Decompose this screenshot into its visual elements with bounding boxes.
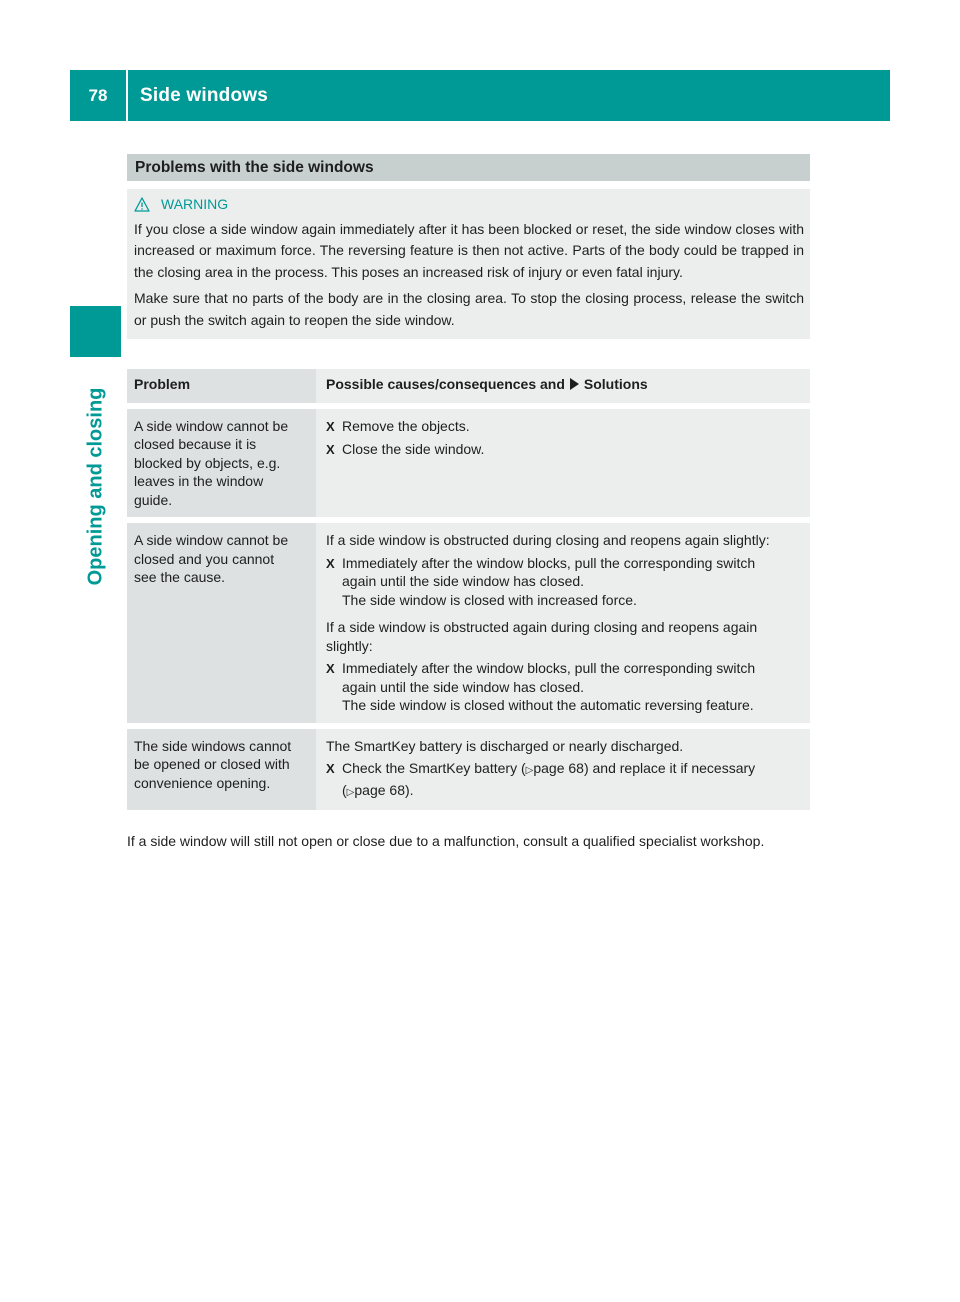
step-mark-icon: X — [326, 442, 335, 457]
step-text-part: ) and replace it if necessary — [583, 760, 756, 776]
problem-line: A side window cannot be — [134, 532, 289, 548]
header-solution — [316, 369, 810, 403]
step-mark-icon: X — [326, 761, 335, 776]
header-problem: Problem — [127, 369, 316, 403]
solutions-table — [127, 369, 810, 810]
table-header-row — [127, 369, 810, 403]
table-row — [127, 523, 810, 723]
step-line: Immediately after the window blocks, pull the corresponding switch — [342, 660, 756, 676]
arrow-right-icon — [570, 378, 579, 390]
chapter-tab — [70, 370, 121, 602]
header-solution-suffix: Solutions — [583, 376, 648, 392]
problem-line: closed because it is — [134, 436, 257, 452]
page-number: 78 — [88, 85, 108, 105]
step-text — [342, 759, 803, 802]
step-text-part: ( — [342, 781, 347, 798]
warning-triangle-icon — [134, 197, 150, 212]
problem-line: leaves in the window — [134, 473, 264, 489]
solution-step — [326, 759, 803, 802]
problem-line: see the cause. — [134, 569, 226, 585]
step-result: The side window is closed with increased force. — [342, 591, 637, 608]
solution-step — [326, 659, 803, 715]
step-text — [342, 554, 803, 610]
cause-text: If a side window is obstructed again during closing and reopens again slightly: — [326, 619, 758, 654]
solution-cell — [316, 729, 810, 811]
warning-paragraph: If you close a side window again immediately after it has been blocked or reset, the side window closes with increased or maximum force. The reversing feature is then not active. Parts of the body could be trapped in the closing area in the process. This poses an increased risk of injury or even fatal injury. — [134, 220, 804, 280]
step-text — [342, 659, 803, 715]
page-reference-link[interactable]: page 68 — [354, 781, 405, 798]
step-line: Immediately after the window blocks, pull the corresponding switch — [342, 554, 756, 571]
solution-cell — [316, 409, 810, 518]
solution-step — [326, 440, 803, 460]
problem-line: A side window cannot be — [134, 417, 289, 434]
page-reference-link[interactable]: page 68 — [533, 760, 584, 776]
table-row — [127, 729, 810, 811]
header-solution-prefix: Possible causes/consequences and — [326, 376, 565, 392]
warning-label: WARNING — [161, 196, 229, 212]
closing-note: If a side window will still not open or close due to a malfunction, consult a qualified specialist workshop. — [127, 833, 765, 849]
step-text: Remove the objects. — [342, 417, 470, 434]
problem-line: blocked by objects, e.g. — [134, 454, 281, 471]
page-ref-icon: ▷ — [346, 786, 355, 798]
step-text-part: ). — [404, 781, 414, 798]
solution-step — [326, 417, 803, 437]
solution-cell — [316, 523, 810, 723]
cause-text: The SmartKey battery is discharged or nearly discharged. — [326, 737, 684, 754]
step-mark-icon: X — [326, 661, 335, 676]
problem-cell — [127, 729, 316, 811]
warning-heading — [134, 194, 804, 216]
side-marker — [70, 306, 121, 357]
page-ref-icon: ▷ — [525, 765, 534, 776]
warning-box — [127, 189, 810, 339]
problem-line: be opened or closed with — [134, 756, 290, 772]
problem-cell — [127, 523, 316, 723]
header-divider — [126, 70, 128, 121]
warning-paragraph: Make sure that no parts of the body are in the closing area. To stop the closing process, release the switch or push the switch again to reopen the side window. — [134, 290, 804, 328]
step-line: again until the side window has closed. — [342, 678, 585, 695]
section-title: Side windows — [140, 84, 269, 106]
solution-step — [326, 554, 803, 610]
problem-line: The side windows cannot — [134, 737, 292, 754]
subheading: Problems with the side windows — [127, 154, 810, 181]
step-text: Close the side window. — [342, 441, 485, 457]
step-line: again until the side window has closed. — [342, 573, 585, 589]
step-text-part: Check the SmartKey battery ( — [342, 760, 526, 776]
problem-line: closed and you cannot — [134, 550, 275, 567]
step-result: The side window is closed without the automatic reversing feature. — [342, 697, 754, 713]
table-row — [127, 409, 810, 518]
chapter-tab-label: Opening and closing — [84, 387, 107, 585]
problem-line: guide. — [134, 491, 173, 508]
step-mark-icon: X — [326, 555, 335, 571]
problem-line: convenience opening. — [134, 774, 271, 791]
problem-cell — [127, 409, 316, 518]
cause-text: If a side window is obstructed during closing and reopens again slightly: — [326, 532, 770, 548]
step-mark-icon: X — [326, 418, 335, 434]
page-header — [70, 70, 890, 121]
